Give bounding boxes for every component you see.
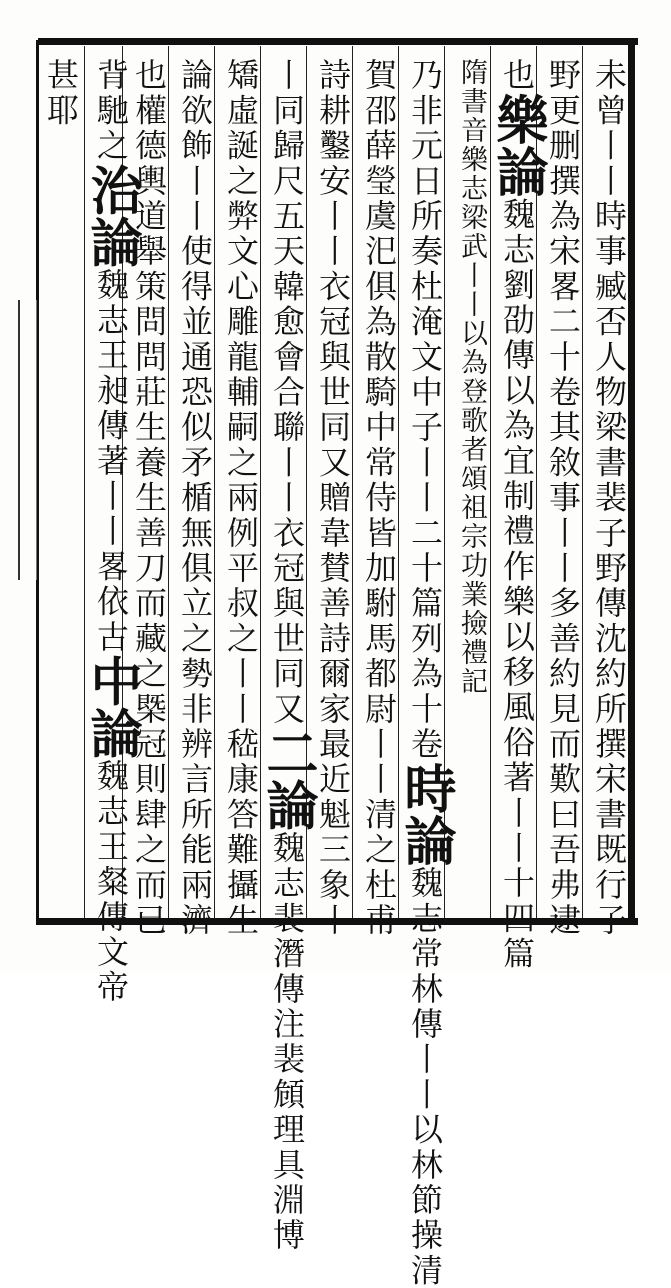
column-text: 隋書音樂志梁武丨丨以為登歌者頌祖宗功業撿禮記 [456, 58, 487, 696]
column-text: 魏志常林傳丨丨以林節操清 [406, 866, 444, 1288]
text-column-10 [172, 58, 218, 938]
column-text: 也權德輿道舉策問問莊生養生善刀而藏之槩冠則肆之而已 [130, 58, 168, 938]
column-text: 乃非元日所奏杜淹文中子丨丨二十篇列為十卷 [406, 58, 444, 762]
text-column-9 [218, 58, 264, 938]
text-column-8 [257, 58, 318, 1254]
heading-zhong-lun: 中論 [81, 654, 142, 759]
text-column-5 [395, 58, 456, 1288]
heading-zhi-lun: 治論 [81, 163, 142, 268]
heading-er-lun: 二論 [257, 726, 318, 831]
heading-yue-lun: 樂論 [487, 93, 548, 198]
frame-top-rule [38, 38, 638, 45]
column-text: 矯虛誕之弊文心雕龍輔嗣之兩例平叔之丨丨嵇康答難攝生 [222, 58, 260, 938]
column-text: 丨同歸尺五天韓愈會合聯丨丨衣冠與世同又 [268, 58, 306, 727]
column-text: 甚耶 [42, 58, 80, 129]
heading-shi-lun: 時論 [395, 762, 456, 866]
binding-gutter [18, 300, 37, 580]
column-text: 魏志劉劭傳以為宜制禮作樂以移風俗著丨丨十四篇 [498, 197, 536, 972]
column-text: 背馳之 [92, 58, 130, 164]
column-text: 野更删撰為宋畧二十卷其敘事丨丨多善約見而歎曰吾弗逮 [544, 58, 582, 938]
text-column-3 [487, 58, 548, 972]
text-column-12 [81, 58, 142, 1006]
column-text: 魏志裴潛傳注裴頠理具淵博 [268, 830, 306, 1254]
column-text: 魏志王昶傳著丨丨畧依古 [92, 267, 130, 655]
text-column-1 [586, 58, 632, 938]
column-text: 論欲飾丨丨使得並通恐似矛楯無俱立之勢非辨言所能兩濟 [176, 58, 214, 938]
column-text: 未曾丨丨時事臧否人物梁書裴子野傳沈約所撰宋書既行子 [590, 58, 628, 938]
column-text-lead: 也 [498, 58, 536, 94]
column-text: 賀邵薛瑩虞汜俱為散騎中常侍皆加駙馬都尉丨丨清之杜甫 [360, 58, 398, 938]
column-text: 詩耕鑿安丨丨衣冠與世同又贈韋賛善詩爾家最近魁三象丨 [314, 58, 352, 938]
text-column-13 [40, 58, 84, 918]
text-column-6 [356, 58, 402, 938]
column-text: 魏志王粲傳文帝 [92, 758, 130, 1006]
